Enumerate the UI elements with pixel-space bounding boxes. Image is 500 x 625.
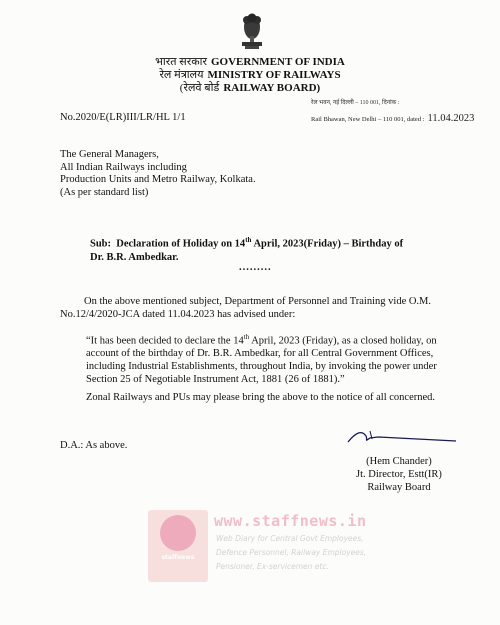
signatory-block — [356, 455, 442, 494]
logo-emblem-icon — [160, 515, 196, 551]
subject-text-cont: April, 2023(Friday) – Birthday of — [251, 238, 404, 250]
quote-text: “It has been decided to declare the 14 — [86, 335, 244, 347]
subject-prefix: Sub: — [90, 238, 112, 250]
header-board-english: RAILWAY BOARD) — [223, 82, 321, 94]
national-emblem-icon — [239, 12, 265, 52]
header-government-english: GOVERNMENT OF INDIA — [211, 56, 345, 68]
addressee-block — [60, 149, 256, 199]
watermark-tagline: Pensioner, Ex-servicemen etc. — [216, 562, 329, 571]
subject-line — [90, 234, 470, 264]
place-date-line — [311, 113, 474, 124]
letter-date: 11.04.2023 — [427, 113, 475, 124]
signatory-name: (Hem Chander) — [366, 456, 432, 467]
header-ministry-english: MINISTRY OF RAILWAYS — [207, 69, 341, 81]
subject-text: Declaration of Holiday on 14 — [116, 238, 246, 250]
quote-superscript: th — [243, 333, 250, 341]
place-hindi: रेल भवन, नई दिल्ली – 110 001, दिनांक : — [311, 100, 400, 106]
header-government-hindi: भारत सरकार — [155, 56, 207, 68]
place-english: Rail Bhawan, New Delhi – 110 001, dated : — [311, 116, 425, 123]
watermark-tagline: Defence Personnel, Railway Employees, — [216, 548, 367, 557]
enclosure-note: D.A.: As above. — [60, 440, 128, 451]
signatory-office: Railway Board — [367, 482, 431, 493]
header-government — [0, 56, 500, 69]
body-paragraph-1: On the above mentioned subject, Department of Personnel and Training vide O.M. No.12/4/2020-JCA dated 11.04.2023 has advised under: — [60, 296, 432, 320]
staffnews-watermark — [148, 510, 388, 582]
signature-scribble — [344, 428, 459, 448]
addressee-line: All Indian Railways including — [60, 161, 187, 173]
watermark-site: www.staffnews.in — [214, 512, 367, 530]
signatory-designation: Jt. Director, Estt(IR) — [356, 469, 442, 480]
body-paragraph-3: Zonal Railways and PUs may please bring the above to the notice of all concerned. — [86, 392, 436, 403]
watermark-brand: staffnews — [161, 554, 195, 561]
addressee-line: Production Units and Metro Railway, Kolkata. — [60, 174, 256, 185]
subject-superscript: th — [245, 236, 252, 244]
header-board — [0, 82, 500, 95]
addressee-line: The General Managers, — [60, 149, 159, 160]
header-ministry — [0, 69, 500, 82]
staffnews-logo — [148, 510, 208, 582]
subject-text-line2: Dr. B.R. Ambedkar. — [90, 251, 179, 263]
header-board-hindi: (रेलवे बोर्ड — [179, 82, 220, 94]
quote-text-cont: April, 2023 (Friday), as a closed holiday, on account of the birthday of Dr. B.R. Ambedkar, for all Central Government Offices, including Industrial Establishments, throughout India, by invoking the power under Section 25 of Negotiable Instrument Act, 1881 (26 of 1881).” — [86, 335, 437, 385]
watermark-tagline: Web Diary for Central Govt Employees, — [216, 534, 364, 543]
separator: ......... — [239, 262, 272, 273]
body-quote — [86, 331, 470, 387]
reference-number: No.2020/E(LR)III/LR/HL 1/1 — [60, 112, 186, 123]
addressee-line: (As per standard list) — [60, 186, 149, 198]
header-ministry-hindi: रेल मंत्रालय — [159, 69, 204, 81]
